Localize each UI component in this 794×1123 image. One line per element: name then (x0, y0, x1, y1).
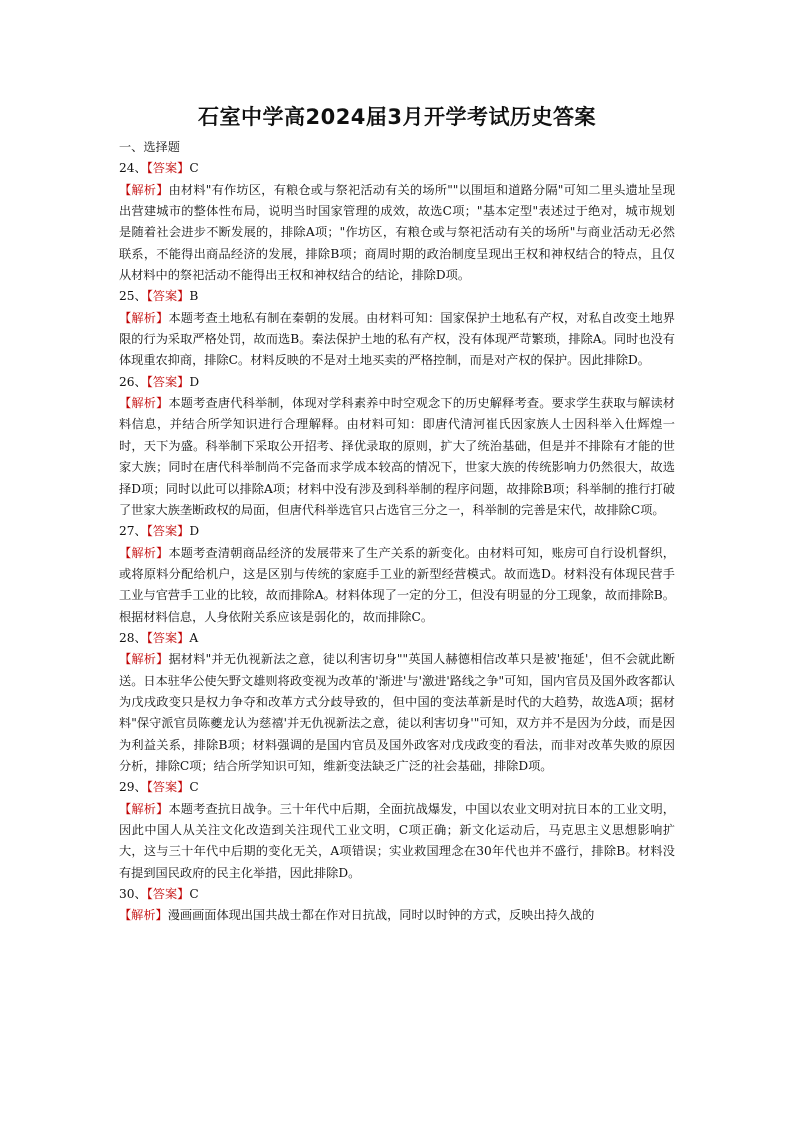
analysis-paragraph (119, 180, 675, 287)
answer-line (119, 777, 675, 798)
answer-line (119, 628, 675, 649)
analysis-paragraph (119, 393, 675, 521)
analysis-text: 本题考查唐代科举制，体现对学科素养中时空观念下的历史解释考查。要求学生获取与解读材料信息，并结合所学知识进行合理解释。由材料可知：即唐代清河崔氏因家族人士因科举入仕辉煌一时，天下为盛。科举制下采取公开招考、择优录取的原则，扩大了统治基础，但是并不排除有才能的世家大族；同时在唐代科举制尚不完备而求学成本较高的情况下，世家大族的传统影响力仍然很大，故选择D项；同时以此可以排除A项；材料中没有涉及到科举制的程序问题，故排除B项；科举制的推行打破了世家大族垄断政权的局面，但唐代科举选官只占选官三分之一，科举制的完善是宋代，故排除C项。 (119, 396, 675, 517)
section-heading: 一、选择题 (119, 140, 180, 154)
analysis-paragraph (119, 649, 675, 777)
analysis-tag: 【解析】 (119, 396, 169, 411)
answer-tag: 【答案】 (146, 630, 190, 645)
analysis-tag: 【解析】 (119, 310, 169, 325)
answer-value: D (189, 374, 200, 389)
answer-value: C (189, 780, 199, 795)
analysis-text: 本题考查清朝商品经济的发展带来了生产关系的新变化。由材料可知，账房可自行设机督织，或将原料分配给机户，这是区别与传统的家庭手工业的新型经营模式。故而选D。材料没有体现民营手工业与官营手工业的比较，故而排除A。材料体现了一定的分工，但没有明显的分工现象，故而排除B。根据材料信息，人身依附关系应该是弱化的，故而排除C。 (119, 545, 675, 624)
question-number: 29、 (119, 780, 147, 795)
analysis-text: 据材料"并无仇视新法之意，徒以利害切身""英国人赫德相信改革只是被'拖延'，但不会就此断送。日本驻华公使矢野文雄则将政变视为改革的'渐进'与'激进'路线之争"可知，国内官员及国外政客都认为戊戌政变只是权力争夺和改革方式分歧导致的，但中国的变法革新是时代的大趋势，故选A项；据材料"保守派官员陈夔龙认为慈禧'并无仇视新法之意，徒以利害切身'"可知，双方并不是因为分歧，而是因为利益关系，排除B项；材料强调的是国内官员及国外政客对戊戌政变的看法，而非对改革失败的原因分析，排除C项；结合所学知识可知，维新变法缺乏广泛的社会基础，排除D项。 (119, 652, 675, 773)
analysis-paragraph (119, 308, 675, 372)
answer-line (119, 158, 675, 179)
analysis-text: 由材料"有作坊区，有粮仓或与祭祀活动有关的场所""以围垣和道路分隔"可知二里头遗址呈现出营建城市的整体性布局，说明当时国家管理的成效，故选C项；"基本定型"表述过于绝对，城市规划是随着社会进步不断发展的，排除A项；"作坊区，有粮仓或与祭祀活动有关的场所"与商业活动无必然联系，不能得出商品经济的发展，排除B项；商周时期的政治制度呈现出王权和神权结合的特点，且仅从材料中的祭祀活动不能得出王权和神权结合的结论，排除D项。 (119, 182, 675, 283)
answer-tag: 【答案】 (146, 524, 190, 539)
answer-tag: 【答案】 (146, 780, 190, 795)
answer-tag: 【答案】 (146, 161, 190, 176)
analysis-paragraph (119, 905, 675, 926)
answer-tag: 【答案】 (146, 289, 190, 304)
analysis-text: 本题考查土地私有制在秦朝的发展。由材料可知：国家保护土地私有产权，对私自改变土地界限的行为采取严格处罚，故而选B。秦法保护土地的私有产权，没有体现严苛繁琐，排除A。同时也没有体现重农抑商，排除C。材料反映的不是对土地买卖的严格控制，而是对产权的保护。因此排除D。 (119, 310, 675, 368)
analysis-tag: 【解析】 (119, 908, 168, 923)
answer-tag: 【答案】 (146, 374, 190, 389)
analysis-text: 漫画画面体现出国共战士都在作对日抗战，同时以时钟的方式，反映出持久战的 (167, 908, 595, 923)
page-title: 石室中学高2024届3月开学考试历史答案 (197, 105, 597, 129)
analysis-tag: 【解析】 (119, 652, 169, 667)
answer-value: C (189, 161, 199, 176)
analysis-tag: 【解析】 (119, 545, 169, 560)
answer-line (119, 521, 675, 542)
answer-line (119, 286, 675, 307)
answer-value: C (189, 887, 199, 902)
answer-value: B (189, 289, 199, 304)
question-number: 26、 (119, 374, 147, 389)
analysis-text: 本题考查抗日战争。三十年代中后期，全面抗战爆发，中国以农业文明对抗日本的工业文明，因此中国人从关注文化改造到关注现代工业文明，C项正确；新文化运动后，马克思主义思想影响扩大，这与三十年代中后期的变化无关，A项错误；实业救国理念在30年代也并不盛行，排除B。材料没有提到国民政府的民主化举措，因此排除D。 (119, 801, 675, 880)
analysis-tag: 【解析】 (119, 801, 169, 816)
analysis-paragraph (119, 799, 675, 884)
answer-line (119, 372, 675, 393)
question-number: 25、 (119, 289, 147, 304)
question-number: 30、 (119, 887, 147, 902)
question-number: 24、 (119, 161, 147, 176)
analysis-paragraph (119, 543, 675, 628)
answer-value: D (189, 524, 200, 539)
answer-content (119, 137, 675, 927)
question-number: 28、 (119, 630, 147, 645)
analysis-tag: 【解析】 (119, 182, 169, 197)
answer-value: A (189, 630, 199, 645)
answer-line (119, 884, 675, 905)
answer-tag: 【答案】 (146, 887, 190, 902)
question-number: 27、 (119, 524, 147, 539)
